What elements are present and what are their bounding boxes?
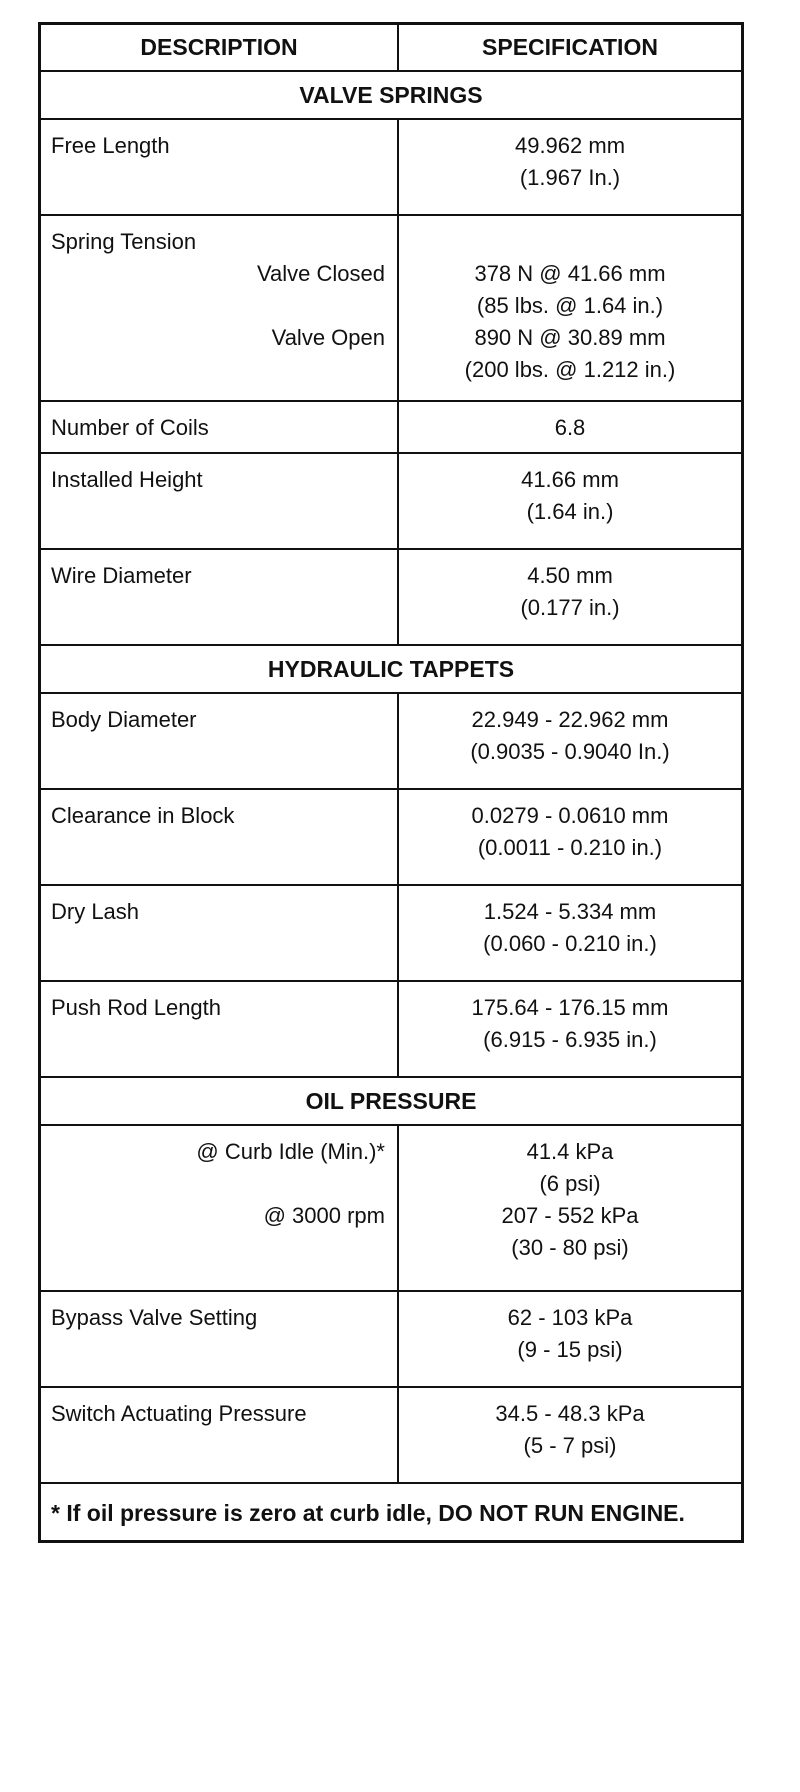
valve-closed-label: Valve Closed <box>257 261 385 286</box>
push-rod-metric: 175.64 - 176.15 mm <box>471 995 669 1020</box>
coils-value: 6.8 <box>554 415 586 440</box>
body-diameter-metric: 22.949 - 22.962 mm <box>471 707 669 732</box>
free-length-imperial: (1.967 In.) <box>519 165 621 190</box>
clearance-label: Clearance in Block <box>41 790 399 884</box>
rpm3000-imperial: (30 - 80 psi) <box>511 1235 629 1260</box>
installed-height-imperial: (1.64 in.) <box>526 499 614 524</box>
valve-open-label: Valve Open <box>271 325 385 350</box>
push-rod-imperial: (6.915 - 6.935 in.) <box>483 1027 657 1052</box>
bypass-metric: 62 - 103 kPa <box>507 1305 633 1330</box>
switch-label: Switch Actuating Pressure <box>41 1388 399 1482</box>
coils-label: Number of Coils <box>41 402 399 452</box>
curb-idle-imperial: (6 psi) <box>539 1171 601 1196</box>
section-valve-springs: VALVE SPRINGS <box>41 72 741 120</box>
wire-diameter-label: Wire Diameter <box>41 550 399 644</box>
body-diameter-label: Body Diameter <box>41 694 399 788</box>
spring-tension-cell <box>41 216 399 400</box>
rpm3000-metric: 207 - 552 kPa <box>501 1203 639 1228</box>
bypass-value <box>399 1292 741 1386</box>
table-row <box>41 402 741 454</box>
spring-tension-label: Spring Tension <box>51 229 197 254</box>
free-length-metric: 49.962 mm <box>514 133 626 158</box>
wire-diameter-metric: 4.50 mm <box>527 563 613 588</box>
clearance-value <box>399 790 741 884</box>
header-description: DESCRIPTION <box>41 24 399 71</box>
dry-lash-metric: 1.524 - 5.334 mm <box>483 899 657 924</box>
table-row <box>41 982 741 1078</box>
dry-lash-value <box>399 886 741 980</box>
bypass-label: Bypass Valve Setting <box>41 1292 399 1386</box>
switch-value <box>399 1388 741 1482</box>
wire-diameter-value <box>399 550 741 644</box>
table-row <box>41 694 741 790</box>
header-specification: SPECIFICATION <box>482 34 658 60</box>
section-hydraulic-tappets: HYDRAULIC TAPPETS <box>41 646 741 694</box>
valve-open-metric: 890 N @ 30.89 mm <box>474 325 666 350</box>
free-length-label: Free Length <box>41 120 399 214</box>
table-header-row <box>41 25 741 72</box>
table-row <box>41 550 741 646</box>
oil-pressure-values <box>399 1126 741 1290</box>
body-diameter-imperial: (0.9035 - 0.9040 In.) <box>470 739 670 764</box>
clearance-imperial: (0.0011 - 0.210 in.) <box>477 835 663 860</box>
push-rod-value <box>399 982 741 1076</box>
valve-closed-metric: 378 N @ 41.66 mm <box>474 261 666 286</box>
table-row <box>41 1388 741 1484</box>
dry-lash-label: Dry Lash <box>41 886 399 980</box>
valve-closed-imperial: (85 lbs. @ 1.64 in.) <box>476 293 664 318</box>
switch-imperial: (5 - 7 psi) <box>523 1433 617 1458</box>
spring-tension-values <box>399 216 741 400</box>
wire-diameter-imperial: (0.177 in.) <box>520 595 620 620</box>
table-row <box>41 454 741 550</box>
curb-idle-metric: 41.4 kPa <box>526 1139 614 1164</box>
table-row <box>41 216 741 402</box>
rpm3000-label: @ 3000 rpm <box>263 1203 385 1228</box>
push-rod-label: Push Rod Length <box>41 982 399 1076</box>
curb-idle-label: @ Curb Idle (Min.)* <box>196 1139 385 1164</box>
section-oil-pressure: OIL PRESSURE <box>41 1078 741 1126</box>
installed-height-label: Installed Height <box>41 454 399 548</box>
free-length-value <box>399 120 741 214</box>
table-row <box>41 120 741 216</box>
bypass-imperial: (9 - 15 psi) <box>517 1337 623 1362</box>
installed-height-metric: 41.66 mm <box>521 467 619 492</box>
table-row <box>41 790 741 886</box>
switch-metric: 34.5 - 48.3 kPa <box>495 1401 645 1426</box>
body-diameter-value <box>399 694 741 788</box>
installed-height-value <box>399 454 741 548</box>
oil-pressure-labels <box>41 1126 399 1290</box>
table-row <box>41 1292 741 1388</box>
footnote: * If oil pressure is zero at curb idle, DO NOT RUN ENGINE. <box>51 1500 685 1526</box>
table-row <box>41 1126 741 1292</box>
dry-lash-imperial: (0.060 - 0.210 in.) <box>483 931 657 956</box>
table-row <box>41 886 741 982</box>
valve-open-imperial: (200 lbs. @ 1.212 in.) <box>464 357 676 382</box>
spec-table <box>38 22 744 1543</box>
clearance-metric: 0.0279 - 0.0610 mm <box>471 803 669 828</box>
